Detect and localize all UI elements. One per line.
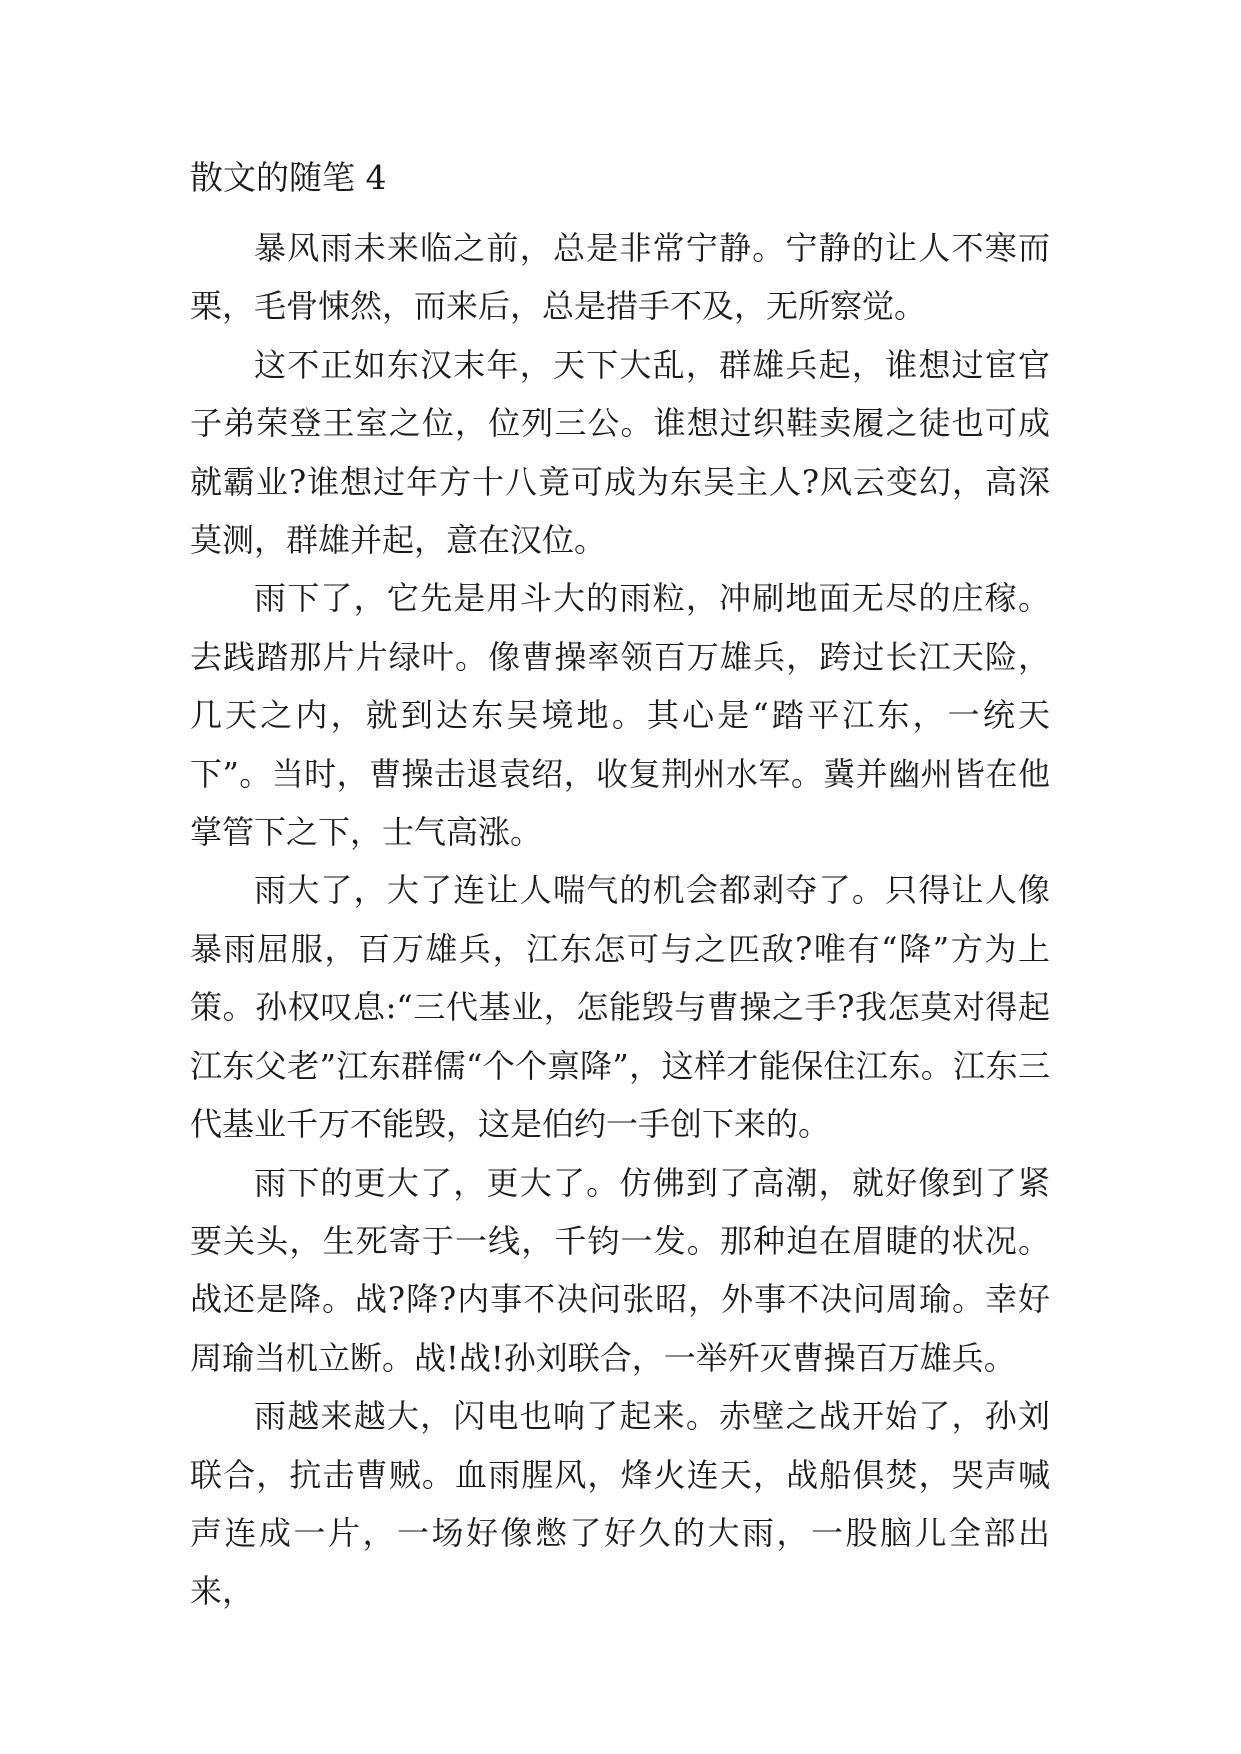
paragraph-3: 雨下了，它先是用斗大的雨粒，冲刷地面无尽的庄稼。去践踏那片片绿叶。像曹操率领百万雄兵，跨过长江天险，几天之内，就到达东吴境地。其心是“踏平江东，一统天下”。当时，曹操击退袁绍，收复荆州水军。冀并幽州皆在他掌管下之下，士气高涨。 — [190, 579, 1050, 852]
paragraph-1: 暴风雨未来临之前，总是非常宁静。宁静的让人不寒而栗，毛骨悚然，而来后，总是措手不及，无所察觉。 — [190, 229, 1050, 326]
document-body — [190, 219, 1050, 1621]
paragraph-2: 这不正如东汉末年，天下大乱，群雄兵起，谁想过宦官子弟荣登王室之位，位列三公。谁想过织鞋卖履之徒也可成就霸业?谁想过年方十八竟可成为东吴主人?风云变幻，高深莫测，群雄并起，意在汉位。 — [190, 345, 1050, 560]
document-title: 散文的随笔 4 — [190, 158, 387, 197]
paragraph-4: 雨大了，大了连让人喘气的机会都剥夺了。只得让人像暴雨屈服，百万雄兵，江东怎可与之匹敌?唯有“降”方为上策。孙权叹息:“三代基业，怎能毁与曹操之手?我怎莫对得起江东父老”江东群儒“个个禀降”，这样才能保住江东。江东三代基业千万不能毁，这是伯约一手创下来的。 — [190, 871, 1050, 1144]
paragraph-5: 雨下的更大了，更大了。仿佛到了高潮，就好像到了紧要关头，生死寄于一线，千钧一发。那种迫在眉睫的状况。战还是降。战?降?内事不决问张昭，外事不决问周瑜。幸好周瑜当机立断。战!战!孙刘联合，一举歼灭曹操百万雄兵。 — [190, 1163, 1050, 1377]
paragraph-6: 雨越来越大，闪电也响了起来。赤壁之战开始了，孙刘联合，抗击曹贼。血雨腥风，烽火连天，战船俱焚，哭声喊声连成一片，一场好像憋了好久的大雨，一股脑儿全部出来， — [190, 1397, 1050, 1611]
